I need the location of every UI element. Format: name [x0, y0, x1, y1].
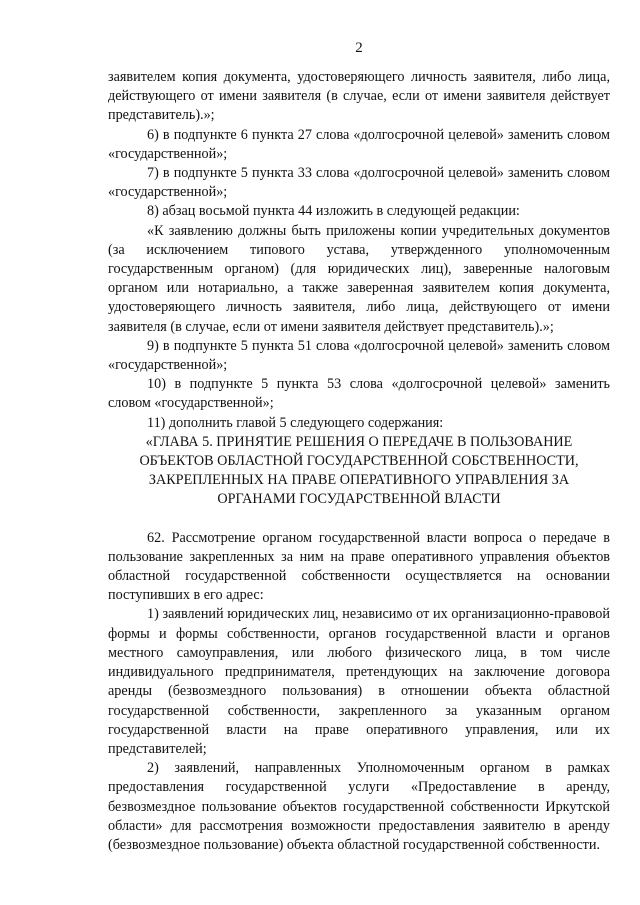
paragraph-sub-1: 1) заявлений юридических лиц, независимо от их организационно-правовой формы и формы собственности, органов государственной власти и органов местного самоуправления, или любого физического лица, в том числе индивидуального предпринимателя, претендующих на заключение договора аренды (безвозмездного пользования) в отношении объекта областной государственной собственности, закрепленного за указанным органом государственной власти на праве оперативного управления, или их представителей; — [108, 606, 610, 757]
document-body — [108, 68, 610, 855]
page-number: 2 — [355, 40, 363, 56]
paragraph-item-8: 8) абзац восьмой пункта 44 изложить в следующей редакции: — [147, 203, 520, 220]
paragraph-item-7: 7) в подпункте 5 пункта 33 слова «долгосрочной целевой» заменить словом «государственной»; — [108, 165, 610, 201]
paragraph-item-10: 10) в подпункте 5 пункта 53 слова «долгосрочной целевой» заменить словом «государственной»; — [108, 376, 610, 412]
paragraph-continuation: заявителем копия документа, удостоверяющего личность заявителя, либо лица, действующего от имени заявителя (в случае, если от имени заявителя действует представитель).»; — [108, 69, 610, 124]
spacer — [108, 510, 610, 529]
paragraph-item-9: 9) в подпункте 5 пункта 51 слова «долгосрочной целевой» заменить словом «государственной»; — [108, 337, 610, 374]
paragraph-item-11: 11) дополнить главой 5 следующего содержания: — [147, 414, 444, 431]
paragraph-sub-2: 2) заявлений, направленных Уполномоченным органом в рамках предоставления государственной услуги «Предоставление в аренду, безвозмездное пользование объектов государственной собственности Иркутской области» для рассмотрения возможности предоставления заявителю в аренду (безвозмездное пользование) объекта областной государственной собственности. — [108, 760, 610, 853]
paragraph-62: 62. Рассмотрение органом государственной власти вопроса о передаче в пользование закрепленных за ним на праве оперативного управления объектов областной государственной собственности осуществляется на основании поступивших в его адрес: — [108, 529, 610, 604]
paragraph-quoted-text: «К заявлению должны быть приложены копии учредительных документов (за исключением типового устава, утвержденного уполномоченным государственным органом) (для юридических лиц), заверенные налоговым органом или нотариально, а также заверенная заявителем копия документа, удостоверяющего личность заявителя, либо лица, действующего от имени заявителя (в случае, если от имени заявителя действует представитель).»; — [108, 222, 610, 335]
paragraph-item-6: 6) в подпункте 6 пункта 27 слова «долгосрочной целевой» заменить словом «государственной»; — [108, 126, 610, 162]
chapter-title: «ГЛАВА 5. ПРИНЯТИЕ РЕШЕНИЯ О ПЕРЕДАЧЕ В ПОЛЬЗОВАНИЕ ОБЪЕКТОВ ОБЛАСТНОЙ ГОСУДАРСТВЕННОЙ СОБСТВЕННОСТИ, ЗАКРЕПЛЕННЫХ НА ПРАВЕ ОПЕРАТИВНОГО УПРАВЛЕНИЯ ЗА ОРГАНАМИ ГОСУДАРСТВЕННОЙ ВЛАСТИ — [139, 433, 579, 508]
